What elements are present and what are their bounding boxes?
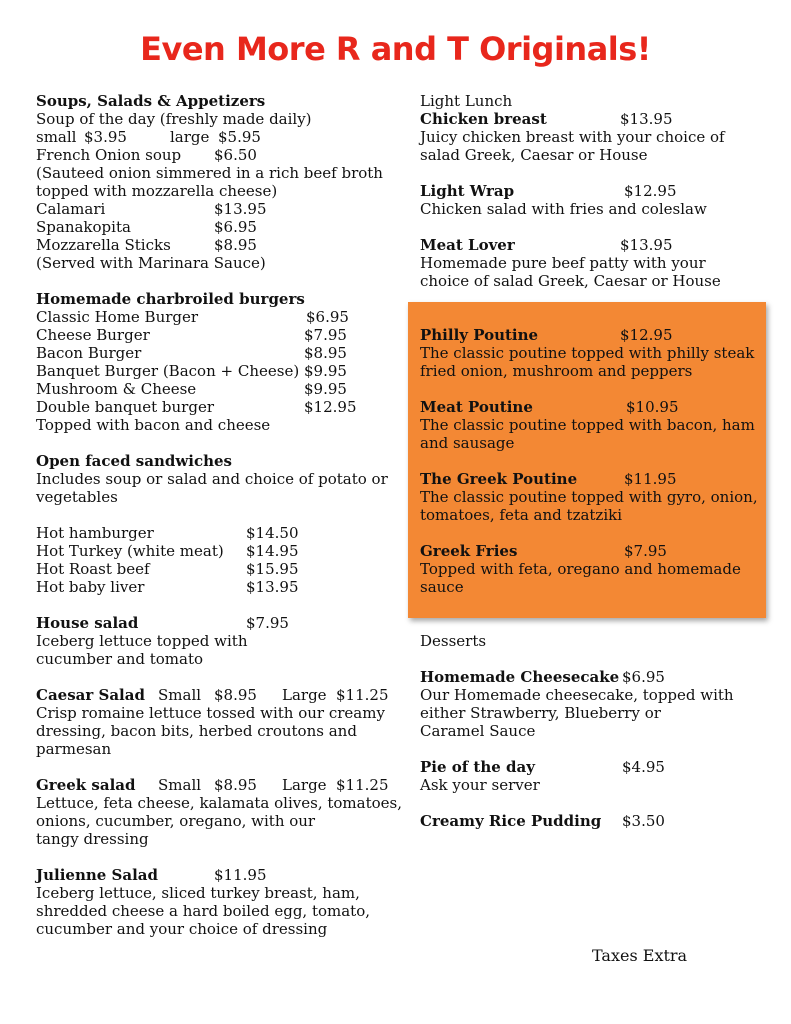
taxes-note: Taxes Extra bbox=[592, 946, 688, 965]
menu-item-price: $11.95 bbox=[214, 866, 267, 884]
menu-item bbox=[420, 758, 760, 776]
menu-item-name: Classic Home Burger bbox=[36, 308, 199, 326]
menu-title: Even More R and T Originals! bbox=[140, 30, 651, 68]
menu-item-name: Philly Poutine bbox=[420, 326, 539, 344]
menu-item bbox=[36, 578, 396, 596]
menu-item bbox=[420, 470, 760, 488]
menu-item-description: fried onion, mushroom and peppers bbox=[420, 362, 693, 380]
menu-item-price: $13.95 bbox=[620, 110, 673, 128]
menu-item-name: Hot Turkey (white meat) bbox=[36, 542, 224, 560]
menu-item-name: Caesar Salad bbox=[36, 686, 145, 704]
size-label: Small bbox=[158, 686, 202, 704]
menu-item-description: The classic poutine topped with bacon, ham bbox=[420, 416, 755, 434]
section-heading: Soups, Salads & Appetizers bbox=[36, 92, 266, 110]
menu-item bbox=[36, 524, 396, 542]
menu-item-description: Homemade pure beef patty with your bbox=[420, 254, 706, 272]
section-description: Includes soup or salad and choice of potato or bbox=[36, 470, 388, 488]
menu-item-description: Ask your server bbox=[420, 776, 540, 794]
menu-item-description: either Strawberry, Blueberry or bbox=[420, 704, 661, 722]
menu-item bbox=[36, 218, 396, 236]
menu-item-description: Topped with feta, oregano and homemade bbox=[420, 560, 741, 578]
section-heading: Light Lunch bbox=[420, 92, 513, 110]
menu-item-name: Greek Fries bbox=[420, 542, 518, 560]
menu-item-description: choice of salad Greek, Caesar or House bbox=[420, 272, 721, 290]
menu-item bbox=[420, 812, 760, 830]
menu-item-price: $13.95 bbox=[246, 578, 299, 596]
menu-item-description: Juicy chicken breast with your choice of bbox=[420, 128, 725, 146]
menu-item-price: $13.95 bbox=[620, 236, 673, 254]
size-label: large bbox=[170, 128, 210, 146]
menu-item bbox=[420, 236, 760, 254]
menu-item bbox=[36, 614, 396, 632]
menu-item bbox=[420, 668, 760, 686]
menu-item bbox=[36, 560, 396, 578]
menu-item bbox=[36, 236, 396, 254]
menu-item-description: Soup of the day (freshly made daily) bbox=[36, 110, 312, 128]
menu-item-description: and sausage bbox=[420, 434, 515, 452]
menu-item-name: Homemade Cheesecake bbox=[420, 668, 620, 686]
menu-item-price: $12.95 bbox=[304, 398, 357, 416]
section-heading: Desserts bbox=[420, 632, 487, 650]
menu-item-price: $8.95 bbox=[214, 236, 257, 254]
menu-item-description: cucumber and your choice of dressing bbox=[36, 920, 328, 938]
menu-item-price: $14.50 bbox=[246, 524, 299, 542]
menu-item-description: sauce bbox=[420, 578, 464, 596]
menu-item-description: onions, cucumber, oregano, with our bbox=[36, 812, 316, 830]
menu-item-price: $6.95 bbox=[214, 218, 257, 236]
menu-item bbox=[36, 686, 396, 704]
menu-item-price: $13.95 bbox=[214, 200, 267, 218]
menu-item-name: The Greek Poutine bbox=[420, 470, 578, 488]
menu-item-name: Hot hamburger bbox=[36, 524, 154, 542]
menu-item-name: Meat Lover bbox=[420, 236, 515, 254]
menu-item-description: The classic poutine topped with gyro, onion, bbox=[420, 488, 758, 506]
menu-item-price: $10.95 bbox=[626, 398, 679, 416]
menu-item-price: $8.95 bbox=[214, 686, 257, 704]
menu-item-name: Double banquet burger bbox=[36, 398, 214, 416]
section-heading: Open faced sandwiches bbox=[36, 452, 232, 470]
menu-item-name: Calamari bbox=[36, 200, 106, 218]
menu-item-name: Hot Roast beef bbox=[36, 560, 150, 578]
menu-item-price: $11.25 bbox=[336, 686, 389, 704]
menu-item-price: $5.95 bbox=[218, 128, 261, 146]
menu-item-description: (Sauteed onion simmered in a rich beef broth bbox=[36, 164, 383, 182]
menu-item-name: Greek salad bbox=[36, 776, 136, 794]
menu-item bbox=[36, 398, 396, 416]
soup-sizes bbox=[36, 128, 396, 146]
menu-item-price: $7.95 bbox=[304, 326, 347, 344]
menu-item bbox=[420, 542, 760, 560]
size-label: Small bbox=[158, 776, 202, 794]
menu-item-name: Bacon Burger bbox=[36, 344, 142, 362]
menu-item-description: topped with mozzarella cheese) bbox=[36, 182, 278, 200]
menu-item-price: $11.95 bbox=[624, 470, 677, 488]
menu-item-description: Crisp romaine lettuce tossed with our creamy bbox=[36, 704, 385, 722]
menu-item-name: Light Wrap bbox=[420, 182, 515, 200]
menu-item-description: Iceberg lettuce, sliced turkey breast, ham, bbox=[36, 884, 360, 902]
menu-item bbox=[36, 866, 396, 884]
menu-item-price: $15.95 bbox=[246, 560, 299, 578]
menu-item bbox=[420, 110, 760, 128]
menu-item-description: Lettuce, feta cheese, kalamata olives, tomatoes, bbox=[36, 794, 402, 812]
menu-item-price: $3.95 bbox=[84, 128, 127, 146]
menu-item-price: $7.95 bbox=[246, 614, 289, 632]
menu-item bbox=[36, 362, 396, 380]
menu-item-price: $8.95 bbox=[304, 344, 347, 362]
menu-item bbox=[420, 326, 760, 344]
menu-item-price: $8.95 bbox=[214, 776, 257, 794]
right-column bbox=[420, 92, 760, 830]
menu-item-name: Spanakopita bbox=[36, 218, 131, 236]
menu-item-name: Julienne Salad bbox=[36, 866, 158, 884]
size-label: Large bbox=[282, 686, 327, 704]
menu-item-price: $14.95 bbox=[246, 542, 299, 560]
menu-item-description: Our Homemade cheesecake, topped with bbox=[420, 686, 734, 704]
menu-item-price: $3.50 bbox=[622, 812, 665, 830]
menu-item bbox=[420, 398, 760, 416]
menu-item bbox=[36, 326, 396, 344]
menu-item bbox=[36, 542, 396, 560]
menu-item-description: (Served with Marinara Sauce) bbox=[36, 254, 266, 272]
menu-item-name: Hot baby liver bbox=[36, 578, 145, 596]
menu-item-name: Chicken breast bbox=[420, 110, 547, 128]
menu-item-name: Cheese Burger bbox=[36, 326, 150, 344]
menu-item-description: Iceberg lettuce topped with bbox=[36, 632, 248, 650]
menu-item-description: parmesan bbox=[36, 740, 112, 758]
menu-item-price: $12.95 bbox=[620, 326, 673, 344]
menu-item bbox=[36, 776, 396, 794]
menu-item-description: Chicken salad with fries and coleslaw bbox=[420, 200, 707, 218]
menu-item-price: $6.50 bbox=[214, 146, 257, 164]
menu-item bbox=[420, 182, 760, 200]
menu-item-name: Pie of the day bbox=[420, 758, 535, 776]
menu-item bbox=[36, 200, 396, 218]
menu-item-price: $4.95 bbox=[622, 758, 665, 776]
left-column bbox=[36, 92, 402, 938]
menu-item bbox=[36, 344, 396, 362]
menu-item-description: tangy dressing bbox=[36, 830, 149, 848]
menu-item-description: cucumber and tomato bbox=[36, 650, 204, 668]
menu-item-description: salad Greek, Caesar or House bbox=[420, 146, 648, 164]
menu-item-price: $11.25 bbox=[336, 776, 389, 794]
menu-item bbox=[36, 146, 396, 164]
menu-item-price: $6.95 bbox=[622, 668, 665, 686]
menu-item-name: French Onion soup bbox=[36, 146, 182, 164]
menu-item-description: shredded cheese a hard boiled egg, tomato, bbox=[36, 902, 371, 920]
menu-item-description: Caramel Sauce bbox=[420, 722, 536, 740]
menu-item-name: Meat Poutine bbox=[420, 398, 533, 416]
menu-item-price: $9.95 bbox=[304, 362, 347, 380]
size-label: small bbox=[36, 128, 77, 146]
menu-item-price: $6.95 bbox=[306, 308, 349, 326]
menu-item bbox=[36, 380, 396, 398]
menu-item-description: The classic poutine topped with philly steak bbox=[420, 344, 755, 362]
menu-item-name: Mozzarella Sticks bbox=[36, 236, 171, 254]
menu-item-name: Creamy Rice Pudding bbox=[420, 812, 602, 830]
menu-item-description: tomatoes, feta and tzatziki bbox=[420, 506, 623, 524]
section-heading: Homemade charbroiled burgers bbox=[36, 290, 305, 308]
size-label: Large bbox=[282, 776, 327, 794]
menu-item-description: Topped with bacon and cheese bbox=[36, 416, 271, 434]
menu-item-price: $12.95 bbox=[624, 182, 677, 200]
menu-item-name: Mushroom & Cheese bbox=[36, 380, 197, 398]
section-description: vegetables bbox=[36, 488, 118, 506]
menu-item-name: Banquet Burger (Bacon + Cheese) bbox=[36, 362, 300, 380]
menu-item-description: dressing, bacon bits, herbed croutons and bbox=[36, 722, 357, 740]
menu-item-price: $7.95 bbox=[624, 542, 667, 560]
menu-item-name: House salad bbox=[36, 614, 139, 632]
menu-item-price: $9.95 bbox=[304, 380, 347, 398]
menu-item bbox=[36, 308, 396, 326]
